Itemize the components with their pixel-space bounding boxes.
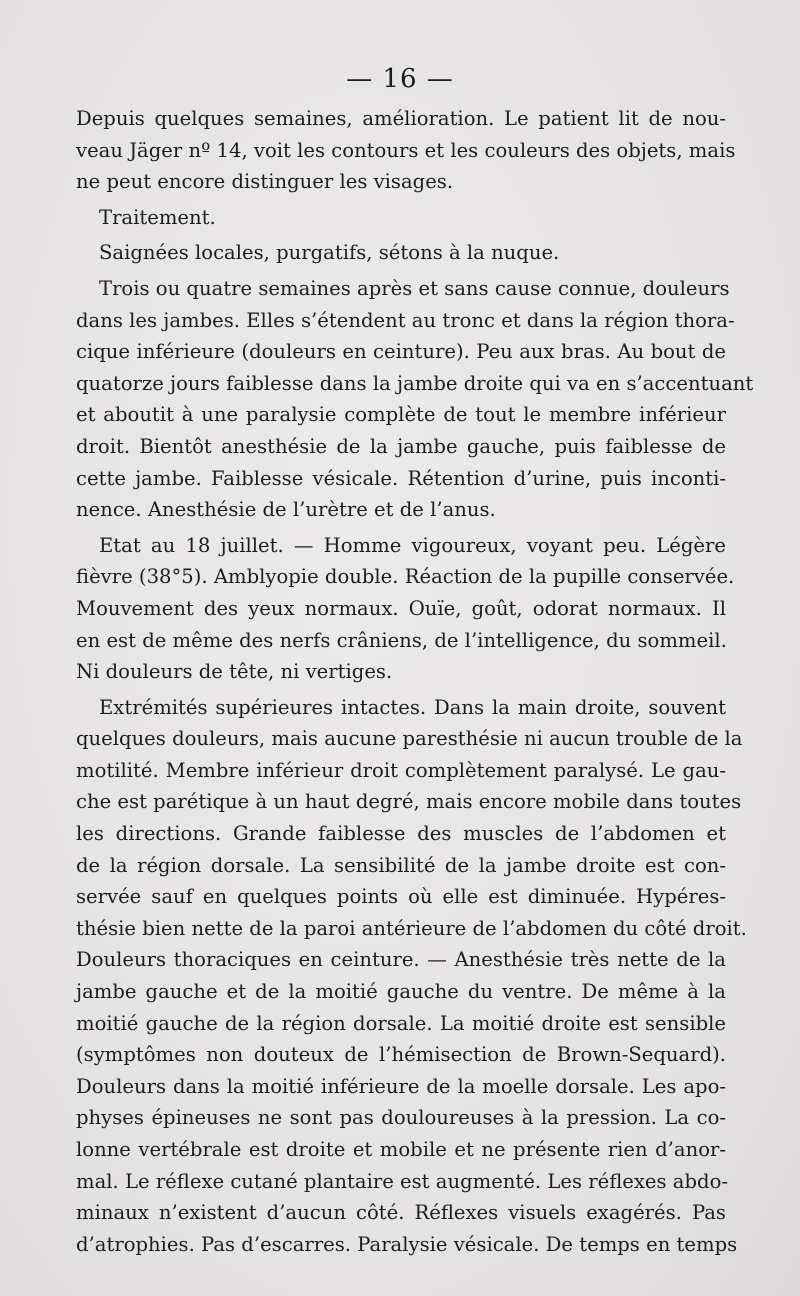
text-line: d’atrophies. Pas d’escarres. Paralysie vésicale. De temps en temps (76, 1232, 738, 1256)
text-line: cette jambe. Faiblesse vésicale. Rétention d’urine, puis inconti- (76, 466, 726, 490)
text-line: ne peut encore distinguer les visages. (76, 170, 454, 194)
text-line: che est parétique à un haut degré, mais encore mobile dans toutes (76, 790, 742, 814)
text-line: Douleurs thoraciques en ceinture. — Anesthésie très nette de la (76, 948, 726, 972)
paragraph (76, 530, 735, 688)
text-line: physes épineuses ne sont pas douloureuses à la pression. La co- (76, 1106, 726, 1130)
text-line: dans les jambes. Elles s’étendent au tronc et dans la région thora- (76, 308, 735, 332)
text-line: de la région dorsale. La sensibilité de la jambe droite est con- (76, 853, 726, 877)
text-line: quelques douleurs, mais aucune paresthésie ni aucun trouble de la (76, 727, 743, 751)
paragraph (76, 692, 747, 1261)
text-line: cique inférieure (douleurs en ceinture). Peu aux bras. Au bout de (76, 340, 726, 364)
text-line: quatorze jours faiblesse dans la jambe droite qui va en s’accentuant (76, 371, 754, 395)
text-line: veau Jäger nº 14, voit les contours et les couleurs des objets, mais (76, 138, 736, 162)
text-line: Douleurs dans la moitié inférieure de la moelle dorsale. Les apo- (76, 1074, 726, 1098)
text-line: mal. Le réflexe cutané plantaire est augmenté. Les réflexes abdo- (76, 1169, 728, 1193)
text-line: nence. Anesthésie de l’urètre et de l’anus. (76, 498, 496, 522)
paragraph (76, 273, 754, 526)
paragraph (76, 103, 736, 198)
paragraph (76, 237, 726, 269)
text-line: Mouvement des yeux normaux. Ouïe, goût, odorat normaux. Il (76, 596, 726, 620)
text-line: Ni douleurs de tête, ni vertiges. (76, 660, 393, 684)
text-line: jambe gauche et de la moitié gauche du ventre. De même à la (76, 980, 726, 1004)
text-line: Extrémités supérieures intactes. Dans la main droite, souvent (99, 695, 726, 719)
body-text (76, 103, 754, 1260)
text-line: minaux n’existent d’aucun côté. Réflexes visuels exagérés. Pas (76, 1201, 726, 1225)
text-line: les directions. Grande faiblesse des muscles de l’abdomen et (76, 822, 726, 846)
text-line: thésie bien nette de la paroi antérieure de l’abdomen du côté droit. (76, 916, 747, 940)
text-line: Depuis quelques semaines, amélioration. Le patient lit de nou- (76, 107, 726, 130)
text-line: fièvre (38°5). Amblyopie double. Réaction de la pupille conservée. (76, 565, 735, 589)
text-line: Etat au 18 juillet. — Homme vigoureux, voyant peu. Légère (99, 533, 726, 557)
text-line: en est de même des nerfs crâniens, de l’intelligence, du sommeil. (76, 628, 727, 652)
text-line: moitié gauche de la région dorsale. La moitié droite est sensible (76, 1011, 726, 1035)
text-line: motilité. Membre inférieur droit complètement paralysé. Le gau- (76, 758, 726, 782)
text-line: lonne vertébrale est droite et mobile et ne présente rien d’anor- (76, 1138, 726, 1161)
paragraph (76, 202, 726, 234)
text-line: Traitement. (99, 205, 216, 229)
text-line: droit. Bientôt anesthésie de la jambe gauche, puis faiblesse de (76, 434, 726, 458)
text-line: Saignées locales, purgatifs, sétons à la nuque. (99, 241, 560, 265)
text-line: Trois ou quatre semaines après et sans cause connue, douleurs (99, 276, 730, 300)
page-number: — 16 — (346, 64, 454, 94)
text-line: (symptômes non douteux de l’hémisection de Brown-Sequard). (76, 1043, 726, 1067)
text-line: et aboutit à une paralysie complète de tout le membre inférieur (76, 403, 726, 427)
text-line: servée sauf en quelques points où elle est diminuée. Hypéres- (76, 885, 726, 909)
